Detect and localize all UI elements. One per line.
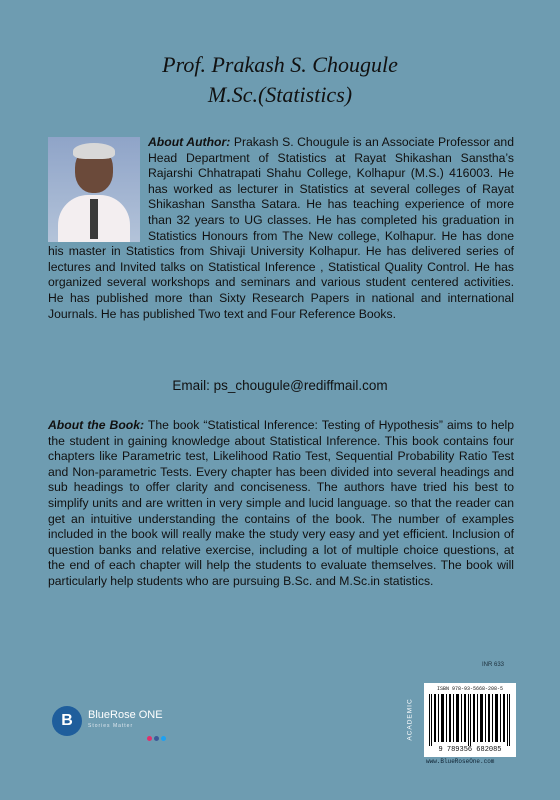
- about-author-label: About Author:: [148, 135, 231, 149]
- barcode-icon: [429, 694, 511, 746]
- about-book-paragraph: [48, 418, 514, 590]
- about-book-label: About the Book:: [48, 418, 145, 432]
- publisher-tagline: Stories Matter: [88, 723, 134, 729]
- publisher-logo-icon: B: [52, 706, 82, 736]
- author-name: Prof. Prakash S. Chougule: [162, 52, 398, 77]
- category-label: ACADEMIC: [406, 698, 414, 741]
- isbn-number: 9 789356 682085: [438, 746, 502, 754]
- about-author-text: Prakash S. Chougule is an Associate Professor and Head Department of Statistics at Rayat Shikashan Sanstha’s Rajarshi Chhatrapati Shahu College, Kolhapur (M.S.) 416003. He has worked as lecturer in Statistics at several colleges of Rayat Shikashan Sanstha Satara. He has teaching experience of more than 32 years to UG classes. He has completed his graduation in Statistics Honours from The New college, Kolhapur. He has done his master in Statistics from Shivaji University Kolhapur. He has delivered series of lectures and Invited talks on Statistical Inference , Statistical Quality Control. He has organized several workshops and seminars and various student centered activities. He has published more than Sixty Research Papers in national and international Journals. He has published Two text and Four Reference Books.: [48, 135, 514, 321]
- publisher-name: BlueRose ONE: [88, 709, 163, 721]
- about-author-paragraph: [48, 135, 514, 322]
- isbn-barcode: [424, 683, 516, 757]
- social-icons: [147, 728, 179, 734]
- author-email: Email: ps_chougule@rediffmail.com: [172, 378, 388, 393]
- publisher-website[interactable]: www.BlueRoseOne.com: [426, 758, 495, 765]
- about-book-text: The book “Statistical Inference: Testing of Hypothesis” aims to help the student in gaining knowledge about Statistical Inference. This book contains four chapters like Parametric test, Likelihood Ratio Test, Sequential Probability Ratio Test and Non-parametric Tests. Every chapter has been divided into several headings and sub headings to offer clarity and conciseness. The authors have tried his best to simplify units and are written in very simple and lucid language. so that the reader can get an intuitive understanding the contains of the book. The number of examples included in the book will really make the study very easy and yet efficient. Inclusion of question banks and relative exercise, including a lot of multiple choice questions, at the end of each chapter will help the students to evaluate themselves. The book will particularly help students who are pursuing B.Sc. and M.Sc.in statistics.: [48, 418, 514, 588]
- author-title-block: [0, 50, 560, 110]
- isbn-top-text: ISBN 978-93-5668-208-5: [436, 686, 503, 692]
- author-degree: M.Sc.(Statistics): [207, 82, 353, 107]
- price-label: INR 633: [482, 662, 505, 668]
